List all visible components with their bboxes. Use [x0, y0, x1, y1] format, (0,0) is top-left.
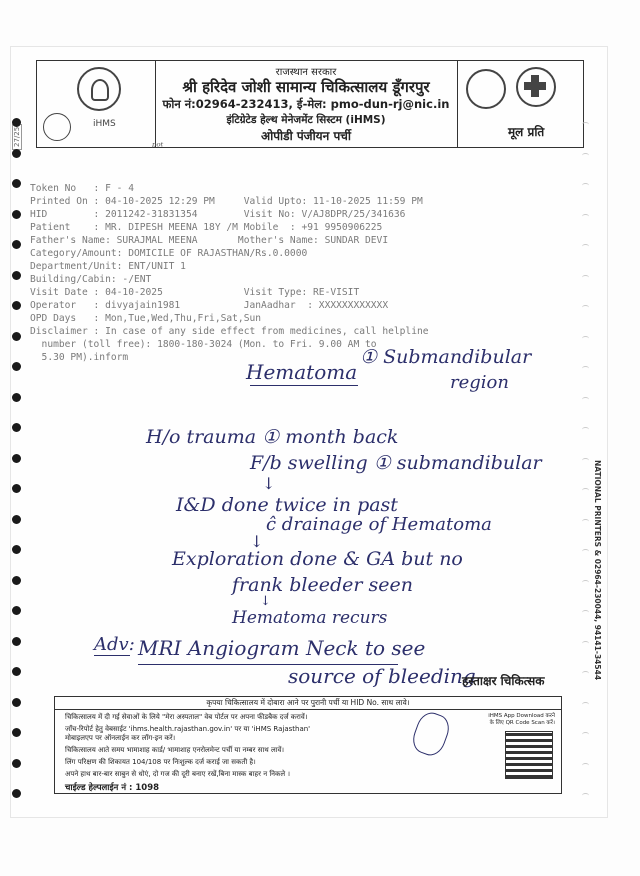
punch-hole [12, 271, 21, 280]
punch-hole [12, 484, 21, 493]
parents: Father's Name: SURAJMAL MEENA Mother's Name: SUNDAR DEVI [30, 235, 389, 246]
child-helpline: चाईल्ड हेल्पलाईन नं : 1098 [65, 783, 160, 793]
perforation-mark [582, 549, 589, 554]
department: Department/Unit: ENT/UNIT 1 [30, 261, 186, 272]
perforation-mark [582, 610, 589, 615]
hospital-contact: फोन नं:02964-232413, ई-मेल: pmo-dun-rj@nic.in [162, 97, 450, 111]
advice-investigation: MRI Angiogram Neck to see [138, 636, 426, 660]
hospital-name: श्री हरिदेव जोशी सामान्य चिकित्सालय डूँगरपुर [182, 78, 430, 96]
diagnosis-underline [250, 385, 358, 386]
disclaimer-2: number (toll free): 1800-180-3024 (Mon. to Fri. 9.00 AM to [30, 339, 377, 350]
perforation-mark [582, 153, 589, 158]
punch-hole [12, 240, 21, 249]
perforation-mark [582, 702, 589, 707]
instruction-report: जाँच-रिपोर्ट हेतु वेबसाईट 'ihms.health.rajasthan.gov.in' पर या 'iHMS Rajasthan' [65, 725, 311, 733]
printer-credit: NATIONAL PRINTERS & 02964-230044, 94141-34544 [593, 460, 602, 681]
seal-icon [466, 69, 506, 109]
punch-hole [12, 301, 21, 310]
perforation-mark [582, 183, 589, 188]
perforation-mark [582, 519, 589, 524]
qr-code-icon [505, 731, 553, 779]
scribble: ᵖᵒᵗ [152, 140, 164, 153]
operator: Operator : divyajain1981 JanAadhar : XXXXXXXXXXXX [30, 300, 389, 311]
instructions-box [54, 696, 562, 794]
advice-label: Adv: [94, 634, 135, 655]
punch-hole [12, 667, 21, 676]
punch-hole [12, 149, 21, 158]
building: Building/Cabin: -/ENT [30, 274, 152, 285]
letterhead [36, 60, 584, 148]
instruction-card: चिकित्सालय आते समय भामाशाह कार्ड/ भामाशाह एनरोलमेन्ट पर्ची या नम्बर साथ लावें। [65, 746, 285, 754]
perforation-mark [582, 763, 589, 768]
hid: HID : 2011242-31831354 Visit No: V/AJ8DPR/25/341636 [30, 209, 406, 220]
patient: Patient : MR. DIPESH MEENA 18Y /M Mobile : +91 9950906225 [30, 222, 383, 233]
govt-label: राजस्थान सरकार [275, 67, 337, 78]
perforation-mark [582, 427, 589, 432]
diagnosis-region: region [450, 372, 509, 393]
margin-note: 27/25 [12, 124, 22, 150]
punch-hole [12, 789, 21, 798]
printed-on: Printed On : 04-10-2025 12:29 PM Valid Upto: 11-10-2025 11:59 PM [30, 196, 423, 207]
app-download-line-2: के लिए QR Code Scan करें। [489, 720, 555, 726]
perforation-mark [582, 366, 589, 371]
advice-underline [94, 655, 130, 656]
national-health-mission-icon [43, 113, 71, 141]
punch-hole [12, 332, 21, 341]
history-drainage: ĉ drainage of Hematoma [266, 514, 492, 535]
instruction-hygiene: अपने हाथ बार-बार साबुन से धोएं, दो गज की दूरी बनाए रखें,बिना मास्क बाहर न निकले । [65, 770, 291, 778]
punch-hole [12, 637, 21, 646]
arrow-3: ↓ [260, 594, 271, 609]
history-recurrence: Hematoma recurs [232, 608, 388, 628]
disclaimer: Disclaimer : In case of any side effect from medicines, call helpline [30, 326, 429, 337]
punch-hole [12, 210, 21, 219]
punch-hole [12, 423, 21, 432]
perforation-mark [582, 397, 589, 402]
perforation-mark [582, 732, 589, 737]
punch-hole [12, 698, 21, 707]
punch-hole [12, 179, 21, 188]
perforation-mark [582, 793, 589, 798]
ihms-logo: iHMS [93, 119, 116, 129]
punch-hole [12, 728, 21, 737]
perforation-mark [582, 275, 589, 280]
instruction-report-2: मोबाइलएप पर ऑनलाईन कर लॉग-इन करें। [65, 734, 176, 742]
signature-label: हस्ताक्षर चिकित्सक [462, 674, 545, 688]
punch-hole [12, 606, 21, 615]
copy-panel [457, 61, 582, 147]
red-cross-icon [516, 67, 556, 107]
instruction-feedback: चिकित्सालय में दी गई सेवाओं के लिये "मेरा अस्पताल" वेब पोर्टल पर अपना फीडबैक दर्ज करावें। [65, 713, 308, 721]
perforation-mark [582, 671, 589, 676]
punch-hole [12, 576, 21, 585]
arrow-1: ↓ [262, 474, 276, 493]
punch-hole [12, 759, 21, 768]
history-bleeder: frank bleeder seen [232, 574, 413, 596]
perforation-mark [582, 641, 589, 646]
original-copy-label: मूल प्रति [508, 125, 545, 139]
token-no: Token No : F - 4 [30, 183, 134, 194]
history-incision-drainage: I&D done twice in past [176, 494, 398, 516]
app-download-note [488, 713, 555, 727]
card-title: ओपीडी पंजीयन पर्ची [260, 129, 352, 143]
perforation-mark [582, 580, 589, 585]
punch-hole [12, 454, 21, 463]
history-trauma: H/o trauma ① month back [146, 426, 399, 448]
app-download-line-1: iHMS App Download करने [488, 713, 555, 719]
perforation-mark [582, 214, 589, 219]
rajasthan-emblem-icon [77, 67, 121, 111]
hospital-title [155, 61, 457, 147]
perforation-mark [582, 488, 589, 493]
punch-hole [12, 362, 21, 371]
opd-days: OPD Days : Mon,Tue,Wed,Thu,Fri,Sat,Sun [30, 313, 262, 324]
perforation-mark [582, 458, 589, 463]
diagnosis-site: ① Submandibular [360, 346, 532, 368]
advice-purpose: source of bleeding [288, 664, 476, 688]
visit-date: Visit Date : 04-10-2025 Visit Type: RE-VISIT [30, 287, 360, 298]
revisit-note: कृपया चिकित्सालय में दोबारा आने पर पुरानी पर्ची या HID No. साथ लावे। [55, 696, 561, 710]
arrow-2: ↓ [250, 532, 264, 551]
perforation-mark [582, 305, 589, 310]
ihms-label: इंटिग्रेटेड हेल्थ मेनेजमेंट सिस्टम (iHMS) [226, 114, 386, 126]
diagnosis: Hematoma [246, 360, 358, 384]
punch-hole [12, 515, 21, 524]
punch-hole [12, 545, 21, 554]
category: Category/Amount: DOMICILE OF RAJASTHAN/Rs.0.0000 [30, 248, 308, 259]
disclaimer-3: 5.30 PM).inform [30, 352, 129, 363]
history-exploration: Exploration done & GA but no [172, 548, 463, 570]
instruction-complaint: लिंग परिक्षण की शिकायत 104/108 पर निःशुल्क दर्ज कराई जा सकती है। [65, 758, 256, 766]
perforation-mark [582, 336, 589, 341]
punch-hole [12, 118, 21, 127]
doctor-signature [409, 709, 453, 759]
logo-panel [37, 61, 156, 147]
history-swelling: F/b swelling ① submandibular [250, 452, 542, 474]
perforation-mark [582, 244, 589, 249]
perforation-mark [582, 122, 589, 127]
punch-hole [12, 393, 21, 402]
